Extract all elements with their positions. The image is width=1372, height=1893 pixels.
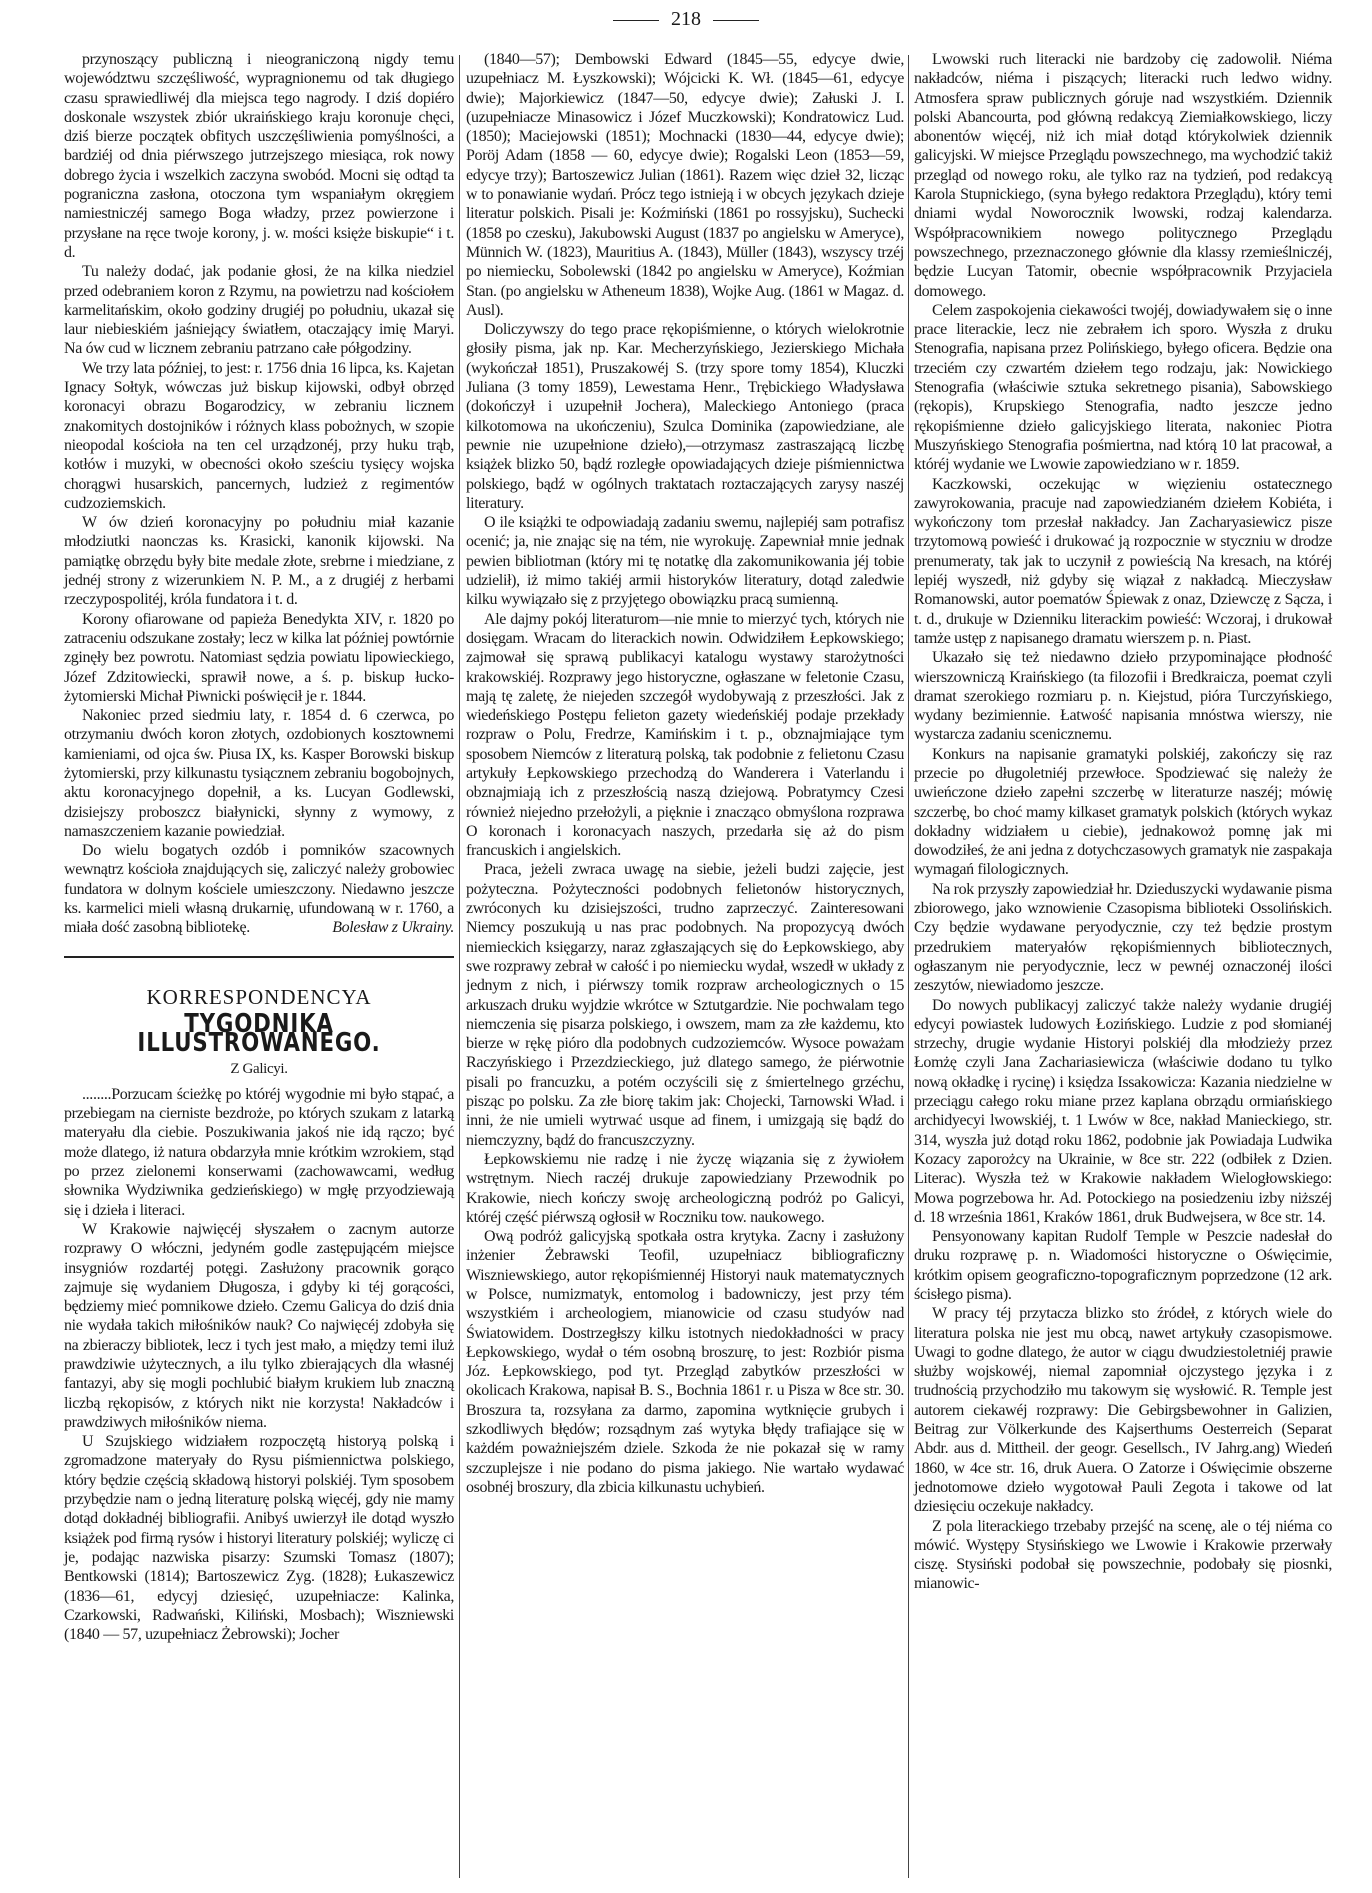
paragraph: W Krakowie najwięcéj słyszałem o zacnym autorze rozprawy O włóczni, jedyném godle zastępującém miejsce insygniów rozdartéj potęgi. Zasłużony pracownik gorąco zajmuje się wydaniem Długosza, i gdyby ki téj gorącości, będziemy mieć pomnikowe dzieło. Czemu Galicya do dziś dnia nie wydała takich miłośników nauk? Co najwięcéj zdobyła się na zbieraczy bibliotek, lecz i tych jest mało, a między temi iluż prawdziwie użytecznych, a ilu tylko zbierających dla własnéj fantazyi, aby się mogli pochlubić białym krukiem lub znaczną liczbą rękopisów, z których nikt nie korzysta! Nakładców i prawdziwych miłośników niema. xyxy=(64,1220,454,1431)
paragraph: Tu należy dodać, jak podanie głosi, że na kilka niedziel przed odebraniem koron z Rzymu, na powietrzu nad kościołem karmelitańskim, około godziny drugiéj po południu, ukazał się laur niebieskiém jaśniejący światłem, otaczający imię Maryi. Na ów cud w licznem zebraniu patrzano całe półgodziny. xyxy=(64,263,454,358)
paragraph: Do nowych publikacyj zaliczyć także należy wydanie drugiéj edycyi powiastek ludowych Łozińskiego. Ludzie z pod słomianéj strzechy, drugie wydanie Historyi polskiéj dla młodzieży przez Łomżę czyli Jana Zachariasiewicza (właściwie dodano tu tylko nową okładkę i rycinę) i księdza Issakowicza: Kazania niedzielne w przeciągu całego roku miane przez kaplana obrządu ormiańskiego archidyecyi lwowskiéj, t. 1 Lwów w 8ce, nakład Manieckiego, str. 314, wyszła już dotąd roku 1862, podobnie jak Powiadaja Ludwika Kozacy zaporożcy na Ukrainie, w 8ce str. 222 (odbiłek z Dzien. Literac). Wyszła też w Krakowie nakładem Wielogłowskiego: Mowa pogrzebowa hr. Ad. Potockiego na posiedzeniu izby niższéj d. 18 września 1861, Kraków 1861, druk Budwejsera, w 8ce str. 14. xyxy=(914,996,1332,1226)
column-rule xyxy=(459,55,460,1878)
paragraph: U Szujskiego widziałem rozpoczętą historyą polską i zgromadzone materyały do Rysu piśmiennictwa polskiego, który będzie częścią składową historyi polskiéj. Tym sposobem przybędzie nam o jedną literaturę polską więcéj, gdy nie mamy dotąd dokładnéj bibliografii. Anibyś uwierzył ile dotąd wyszło książek pod firmą rysów i historyi literatury polskiéj; wyliczę ci je, podając nazwiska pisarzy: Szumski Tomasz (1807); Bentkowski (1814); Bartoszewicz Zyg. (1828); Łukaszewicz (1836—61, edycyj dziesięć, uzupełniacze: Kalinka, Czarkowski, Radwański, Kiliński, Mosbach); Wiszniewski (1840 — 57, uzupełniacz Żebrowski); Jocher xyxy=(64,1433,454,1644)
paragraph: Ową podróż galicyjską spotkała ostra krytyka. Zacny i zasłużony inżenier Żebrawski Teofil, uzupełniacz bibliograficzny Wiszniewskiego, autor rękopiśmiennéj Historyi nauk matematycznych w Polsce, numizmatyk, entomolog i badowniczy, jest przy tém wszystkiém i archeologiem, mianowicie od czasu studyów nad Światowidem. Dostrzegłszy kilku istotnych niedokładności w pracy Łepkowskiego, wydał o tém osobną broszurę, to jest: Rozbiór pisma Józ. Łepkowskiego, pod tyt. Przegląd zabytków przeszłości w okolicach Krakowa, napisał B. S., Bochnia 1861 r. u Pisza w 8ce str. 30. Broszura ta, rozsyłana za darmo, zapomina wytknięcie grubych i szkodliwych błędów; rozsądnym zaś wytyka błędy trafiające się w każdém poważniejszém dziele. Szkoda że nie pokazał się w ramy szczuplejsze i nie podano do pisma jakiego. Nie wartało wydawać osobnéj broszury, dla zbicia kilkunastu uchybień. xyxy=(466,1228,904,1496)
page-number-text: 218 xyxy=(671,8,701,30)
masthead-title: TYGODNIKA ILLUSTROWANEGO. xyxy=(137,1008,381,1059)
paragraph: Konkurs na napisanie gramatyki polskiéj, zakończy się raz przecie po długoletniéj przewłoce. Spodziewać się należy że uwieńczone dzieło zapełni szczerbę w literaturze naszéj; mówię szczerbę, bo choć mamy kilkaset gramatyk polskich (których wykaz dokładny widziałem u ciebie), jednakowoż pomnę jak mi dowodziłeś, że ani jedna z dotychczasowych gramatyk nie zaspakaja wymagań filologicznych. xyxy=(914,745,1332,879)
article-ending xyxy=(64,50,454,938)
paragraph: Ale dajmy pokój literaturom—nie mnie to mierzyć tych, których nie dosięgam. Wracam do literackich nowin. Odwidziłem Łepkowskiego; zajmował się sprawą publikacyi katalogu wystawy starożytności krakowskiéj. Rozprawy jego historyczne, ogłaszane w feletonie Czasu, mają tę zaletę, że niejeden szczegół wydobywają z przeszłości. Jak z wiedeńskiego Postępu felieton gazety wiedeńskiéj podaje przekłady rozpraw o Polu, Fredrze, Kamińskim i t. p., obznajmiające tym sposobem Niemców z literaturą polską, tak podobnie z felietonu Czasu artykuły Łepkowskiego przechodzą do Wanderera i Vaterlandu i obznajmiają ich z przeszłością naszą dziejową. Pobratymcy Czesi również niejedno przełożyli, a pięknie i znacząco obmyślona rozprawa O koronach i koronacyach naszych, przedarła się aż do pism francuskich i angielskich. xyxy=(466,610,904,860)
paragraph: W ów dzień koronacyjny po południu miał kazanie młodziutki naonczas ks. Krasicki, kanonik kijowski. Na pamiątkę obrzędu były bite medale złote, srebrne i miedziane, z jednéj strony z wizerunkiem N. P. M., a z drugiéj z herbami rzeczypospolitéj, króla fundatora i t. d. xyxy=(64,514,454,609)
paragraph: W pracy téj przytacza blizko sto źródeł, z których wiele do literatura polska nie jest mu obcą, nawet artykuły czasopismowe. Uwagi to godne dlatego, że autor w ciągu dwudziestoletniéj prawie służby wojskowéj, niemal zapomniał ojczystego języka i z trudnością przychodziło mu takowym się wysłowić. R. Temple jest autorem ciekawéj rozprawy: Die Gebirgsbewohner in Galizien, Beitrag zur Völkerkunde des Kajserthums Oesterreich (Separat Abdr. aus d. Mittheil. der geogr. Gesellsch., IV Jahrg.ang) Wiedeń 1860, w 4ce str. 16, druk Auera. O Zatorze i Oświęcimie obszerne jednotomowe dzieło wygotował Pauli Zegota i takowe od lat dziesięciu oczekuje nakładcy. xyxy=(914,1305,1332,1516)
paragraph: Lwowski ruch literacki nie bardzoby cię zadowolił. Niéma nakładców, niéma i piszących; literacki ruch ledwo widny. Atmosfera spraw publicznych góruje nad wszystkiém. Dziennik polski Abancourta, pod główną redakcyą Ziemiałkowskiego, liczy abonentów więcéj, niż ich miał dotąd którykolwiek dziennik galicyjski. W miejsce Przeglądu powszechnego, ma wychodzić takiż przegląd od nowego roku, ale tylko raz na tydzień, pod redakcyą Karola Stupnickiego, (syna byłego redaktora Przeglądu), który temi dniami wydal Noworocznik lwowski, rodzaj kalendarza. Współpracownikiem nowego politycznego Przeglądu powszechnego, przeznaczonego głównie dla klassy rzemieślniczéj, będzie Lucyan Tatomir, obecnie współpracownik Przyjaciela domowego. xyxy=(914,51,1332,300)
dateline: Z Galicyi. xyxy=(230,1060,288,1077)
paragraph: Z pola literackiego trzebaby przejść na scenę, ale o téj niéma co mówić. Występy Stysińskiego we Lwowie i Krakowie przerwały ciszę. Stysiński podobał się powszechnie, podobały się piosnki, mianowic- xyxy=(914,1517,1332,1593)
paragraph: Kaczkowski, oczekując w więzieniu ostatecznego zawyrokowania, pracuje nad zapowiedzianém dziełem Kobiéta, i wykończony tom przesłał nakładcy. Jan Zacharyasiewicz pisze trzytomową powieść i drukować ją rozpocznie w styczniu w drodze prenumeraty, tak jak to uczynił z powieścią Na kresach, na któréj lepiéj wyszedł, niż gdyby się wiązał z nakładcą. Mieczysław Romanowski, autor poematów Śpiewak z onaz, Dziewczę z Sącza, i t. d., drukuje w Dzienniku literackim powieść: Wczoraj, i drukował tamże ustęp z napisanego dramatu wierszem p. n. Piast. xyxy=(914,475,1332,647)
paragraph: Korony ofiarowane od papieża Benedykta XIV, r. 1820 po zatraceniu odszukane zostały; lecz w kilka lat później powtórnie zginęły bez powrotu. Natomiast sędzia powiatu lipowieckiego, Józef Zdzitowiecki, sprawił nowe, a ś. p. biskup łucko-żytomierski Michał Piwnicki poświęcił je r. 1844. xyxy=(64,610,454,705)
paragraph: Łepkowskiemu nie radzę i nie życzę wiązania się z żywiołem wstrętnym. Niech raczéj drukuje zapowiedziany Przewodnik po Krakowie, niech kończy swoję archeologiczną podróż po Galicyi, któréj część piérwszą ogłosił w Roczniku tow. naukowego. xyxy=(466,1150,904,1226)
section-title: KORRESPONDENCYA xyxy=(146,984,372,1009)
column-2 xyxy=(466,50,904,1497)
divider xyxy=(713,20,759,21)
paragraph: Praca, jeżeli zwraca uwagę na siebie, jeżeli budzi zajęcie, jest pożyteczna. Pożyteczności podobnych felietonów historycznych, zwróconych ku dzisiejszości, trudno zaprzeczyć. Zainteresowani Niemcy poszukują u nas prac podobnych. Na propozycyą dwóch niemieckich księgarzy, naraz zgłaszających się do Łepkowskiego, aby swe rozprawy zebrał w całość i po niemiecku wydał, wszedł w układy z jednym z nich, i piérwszy tomik rozpraw archeologicznych o 15 arkuszach druku wyjdzie wkrótce w Sztutgardzie. Nie pochwalam tego niemczenia się pisarza polskiego, i owszem, mam za złe każdemu, kto bierze w rękę pióro dla podobnych cudzoziemców. Wysoce poważam Raczyńskiego i Przezdzieckiego, już dlatego samego, że piérwotnie pisali po francuzku, a potém oczyścili się z śmiertelnego grzéchu, pisząc po polsku. Za złe biorę takim jak: Chojecki, Tarnowski Wład. i inni, że nie umieli wytrwać usque ad finem, i umizgają się bądź do niemczyzny, bądź do francuszczyzny. xyxy=(466,861,904,1149)
column-3 xyxy=(914,50,1332,1594)
paragraph: O ile książki te odpowiadają zadaniu swemu, najlepiéj sam potrafisz ocenić; ja, nie znając się na tém, nie wyrokuję. Zapewniał mnie jednak pewien bibliotman (który mi tę notatkę dla zakomunikowania jéj tobie udzielił), iż mimo takiéj armii historyków literatury, dotąd zaledwie kilku wywiązało się z przyjętego obowiązku pracą sumienną. xyxy=(466,514,904,609)
column-rule xyxy=(908,55,909,1878)
signature: Bolesław z Ukrainy. xyxy=(332,919,454,937)
section-divider xyxy=(64,956,454,958)
column-1 xyxy=(64,50,454,1644)
paragraph: Ukazało się też niedawno dzieło przypominające płodność wierszowniczą Kraińskiego (ta filozofii i Bredkraicza, poemat czyli dramat szerokiego rozmiaru p. n. Kiejstud, pióra Turczyńskiego, wydany bezimiennie. Łatwość napisania mnóstwa wierszy, nie wystarcza zadaniu scenicznemu. xyxy=(914,649,1332,744)
paragraph: przynoszący publiczną i nieograniczoną nigdy temu województwu szczęśliwość, wypragnionemu od tak długiego czasu sprawiedliwéj dla miejsca tego nagrody. I dziś dopiéro doskonale wszystek zbiór ukraińskiego kraju koronuje chęci, dziś bierze początek obfitych uszczęśliwienia pomyślności, a bardziéj od dnia piérwszego jutrzejszego miesiąca, rok nowy dobrego życia i wszelkich zaczyna swobód. Mocni się odtąd ta pograniczna zasłona, otoczona tym wspaniałym okręgiem namiestniczéj samego Boga władzy, przez powierzone i przysłane na ręce twoje korony, j. w. mości księże biskupie“ i t. d. xyxy=(64,51,454,261)
divider xyxy=(613,20,659,21)
paragraph: Nakoniec przed siedmiu laty, r. 1854 d. 6 czerwca, po otrzymaniu dwóch koron złotych, ozdobionych kosztownemi kamieniami, od ojca św. Piusa IX, ks. Kasper Borowski biskup żytomierski, przy kilkunastu tysiącznem zebraniu bogobojnych, aktu koronacyjnego dopełnił, a ks. Lucyan Godlewski, dzisiejszy proboszcz białynicki, słynny z wymowy, z namaszczeniem kazanie powiedział. xyxy=(64,707,454,840)
paragraph: ........Porzucam ścieżkę po któréj wygodnie mi było stąpać, a przebiegam na ciernistе bezdroże, po których szukam z latarką materyału dla ciebie. Poszukiwania jakoś nie idą rączo; być może dlatego, iż natura obdarzyła mnie krótkim wzrokiem, stąd po przez zielonemi konserwami (zachowawcami, według słownika Wydziwnika gedzieńskiego) w mgłę przyodziewają się i dzieła i literaci. xyxy=(64,1085,454,1219)
paragraph: Do wielu bogatych ozdób i pomników szacownych wewnątrz kościoła znajdujących się, zaliczyć należy grobowiec fundatora w dolnym kościele umieszczony. Niedawno jeszcze ks. karmelici mieli własną drukarnię, ufundowaną w r. 1760, a miała dość zasobną bibliotekę. xyxy=(64,842,454,937)
paragraph: We trzy lata później, to jest: r. 1756 dnia 16 lipca, ks. Kajetan Ignacy Sołtyk, wówczas już biskup kijowski, odbył obrzęd koronacyi obrazu Bogarodzicy, w zebraniu licznem znakomitych dostojników i różnych klass pobożnych, w szopie nieopodal kościoła na ten cel urządzonéj, przy huku trąb, kotłów i muzyki, w obecności około sześciu tysięcy wojska chorągwi husarskich, pancernych, ludzież z regimentów cudzoziemskich. xyxy=(64,359,454,512)
paragraph: Pensyonowany kapitan Rudolf Temple w Peszcie nadesłał do druku rozprawę p. n. Wiadomości historyczne o Oświęcimie, krótkim opisem geograficzno-topograficznym poprzedzone (12 ark. ścisłego pisma). xyxy=(914,1228,1332,1303)
paragraph: Doliczywszy do tego prace rękopiśmienne, o których wielokrotnie głosiły pisma, jak np. Kar. Mecherzyńskiego, Jezierskiego Michała (wykończał 1851), Pruszakowéj S. (trzy spore tomy 1854), Kluczki Juliana (3 tomy 1859), Lewestama Henr., Trębickiego Władysława (dokończył i uzupełnił Jochera), Maleckiego Antoniego (praca kilkotomowa na ukończeniu), Szulca Dominika (zapowiedziane, ale pewnie nie uzupełnione dzieło),—otrzymasz zastraszającą liczbę książek blizko 50, bądź rozległe opowiadających dzieje piśmiennictwa polskiego, bądź w ogólnych traktatach roztaczających zarysy naszéj literatury. xyxy=(466,321,904,512)
paragraph: Na rok przyszły zapowiedział hr. Dzieduszycki wydawanie pisma zbiorowego, jako wznowienie Czasopisma biblioteki Ossolińskich. Czy będzie wydawane peryodycznie, czy też będzie prostym przedrukiem materyałów rękopiśmiennych bibliotecznych, ogłaszanym nie peryodycznie, lecz w pewnéj oznaczonéj ilości zeszytów, niewiadomo jeszcze. xyxy=(914,880,1332,995)
paragraph: Celem zaspokojenia ciekawości twojéj, dowiadywałem się o inne prace literackie, lecz nie zebrałem ich sporo. Wyszła z druku Stenografia, napisana przez Polińskiego, byłego oficera. Będzie ona trzeciém czy czwartém dziełem tego rodzaju, jak: Nowickiego Stenografia (właściwie sztuka sekretnego pisania), Sabowskiego (rękopis), Krupskiego Stenografia, nadto jeszcze jedno rękopiśmienne dzieło galicyjskiego literata, nakoniec Piotra Muszyńskiego Stenografia pośmiertna, nad którą 10 lat pracował, a któréj wydanie we Lwowie zapowiedziano w r. 1859. xyxy=(914,301,1332,474)
page-number xyxy=(0,8,1372,31)
paragraph: (1840—57); Dembowski Edward (1845—55, edycye dwie, uzupełniacz M. Łyszkowski); Wójcicki K. Wł. (1845—61, edycye dwie); Majorkiewicz (1847—50, edycye dwie); Załuski J. I. (uzupełniacze Minasowicz i Józef Muczkowski); Kondratowicz Lud. (1850); Maciejowski (1851); Mochnacki (1830—44, edycye dwie); Poröj Adam (1858 — 60, edycye dwie); Rogalski Leon (1853—59, edycye trzy); Bartoszewicz Julian (1861). Razem więc dzieł 32, licząc w to ponawianie wydań. Prócz tego istnieją i w obcych językach dzieje literatur polskich. Pisali je: Koźmiński (1861 po rossyjsku), Suchecki (1858 po czesku), Jakubowski August (1837 po angielsku w Ameryce), Münnich W. (1823), Mauritius A. (1843), Müller (1843), wszyscy trzéj po niemiecku, Sobolewski (1842 po angielsku w Ameryce), Koźmian Stan. (po angielsku w Atheneum 1838), Wojke Aug. (1861 w Magaz. d. Ausl). xyxy=(466,51,904,319)
correspondence-article xyxy=(64,1085,454,1645)
